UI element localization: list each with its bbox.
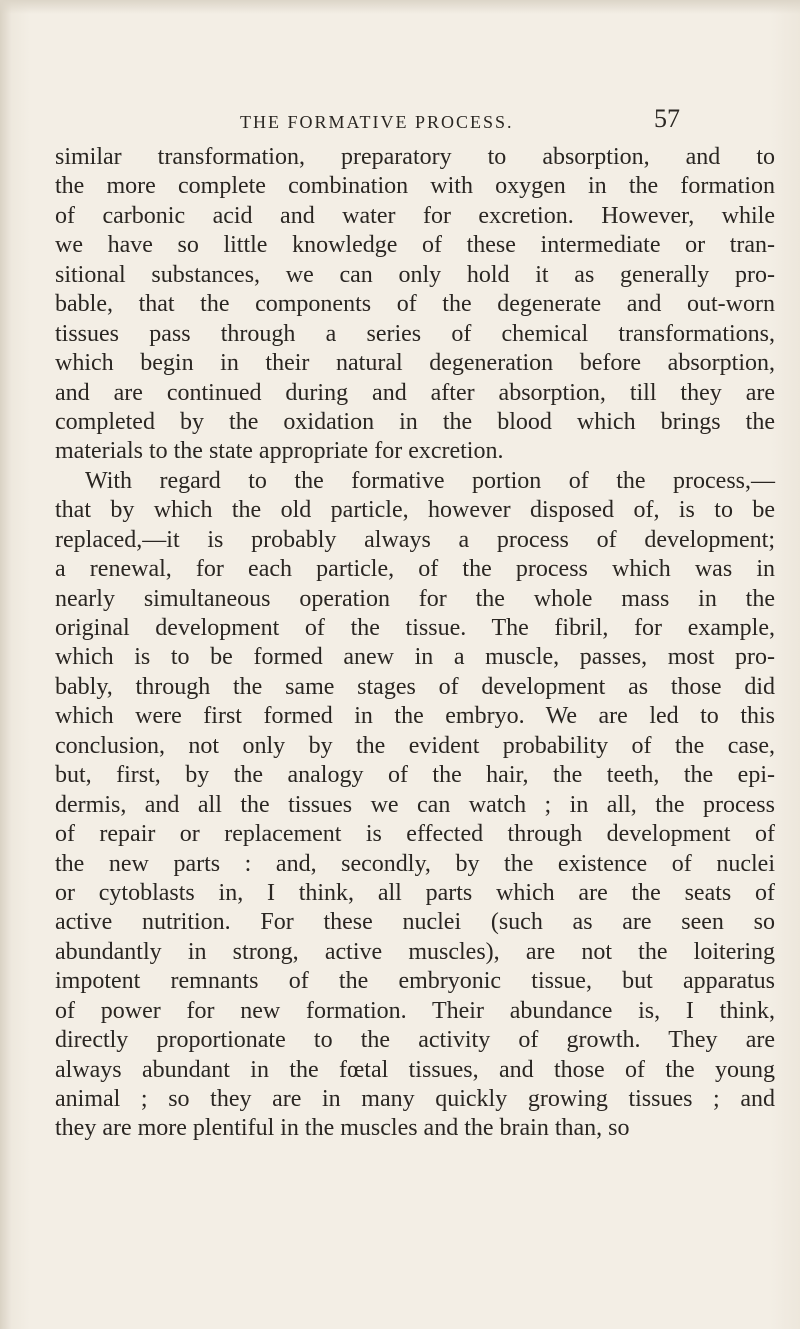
text-line: conclusion, not only by the evident probability of the case, xyxy=(55,732,775,759)
text-line: which is to be formed anew in a muscle, passes, most pro- xyxy=(55,644,775,671)
text-line: bably, through the same stages of development as those did xyxy=(55,673,775,700)
text-line: materials to the state appropriate for excretion. xyxy=(55,438,504,465)
text-line: but, first, by the analogy of the hair, the teeth, the epi- xyxy=(55,762,775,789)
text-line: always abundant in the fœtal tissues, and those of the young xyxy=(55,1056,775,1083)
text-line: sitional substances, we can only hold it as generally pro- xyxy=(55,261,775,288)
text-line: bable, that the components of the degenerate and out-worn xyxy=(55,291,775,318)
page-number: 57 xyxy=(654,104,680,133)
text-line: the new parts : and, secondly, by the existence of nuclei xyxy=(55,850,775,877)
text-line: directly proportionate to the activity of growth. They are xyxy=(55,1027,775,1054)
body-text xyxy=(55,143,775,1144)
page-binding-edge xyxy=(0,0,12,1329)
text-line: a renewal, for each particle, of the process which was in xyxy=(55,556,775,583)
text-line: completed by the oxidation in the blood which brings the xyxy=(55,408,775,435)
running-head xyxy=(0,104,800,138)
text-line: similar transformation, preparatory to absorption, and to xyxy=(55,144,775,170)
text-line: of repair or replacement is effected through development of xyxy=(55,821,775,848)
text-line: and are continued during and after absorption, till they are xyxy=(55,379,775,406)
text-line: we have so little knowledge of these intermediate or tran- xyxy=(55,232,775,259)
page-top-shadow xyxy=(0,0,800,14)
text-line: of power for new formation. Their abundance is, I think, xyxy=(55,997,775,1024)
text-line: or cytoblasts in, I think, all parts which are the seats of xyxy=(55,879,775,906)
text-line: animal ; so they are in many quickly growing tissues ; and xyxy=(55,1086,775,1112)
text-line: abundantly in strong, active muscles), are not the loitering xyxy=(55,938,775,965)
text-line: that by which the old particle, however disposed of, is to be xyxy=(55,497,775,524)
text-line: of carbonic acid and water for excretion. However, while xyxy=(55,202,775,229)
text-line: the more complete combination with oxygen in the formation xyxy=(55,173,775,200)
text-line: original development of the tissue. The fibril, for example, xyxy=(55,615,775,641)
text-line: impotent remnants of the embryonic tissue, but apparatus xyxy=(55,968,775,995)
text-line: active nutrition. For these nuclei (such as are seen so xyxy=(55,909,775,936)
text-line: nearly simultaneous operation for the whole mass in the xyxy=(55,585,775,612)
text-line: they are more plentiful in the muscles and the brain than, so xyxy=(55,1115,630,1142)
text-line: replaced,—it is probably always a process of development; xyxy=(55,526,775,553)
text-line: which begin in their natural degeneration before absorption, xyxy=(55,350,775,377)
text-line: which were first formed in the embryo. We are led to this xyxy=(55,703,775,730)
text-line: tissues pass through a series of chemical transformations, xyxy=(55,320,775,347)
text-line: With regard to the formative portion of the process,— xyxy=(85,467,775,494)
text-line: dermis, and all the tissues we can watch ; in all, the process xyxy=(55,791,775,818)
running-title: THE FORMATIVE PROCESS. xyxy=(240,112,514,132)
